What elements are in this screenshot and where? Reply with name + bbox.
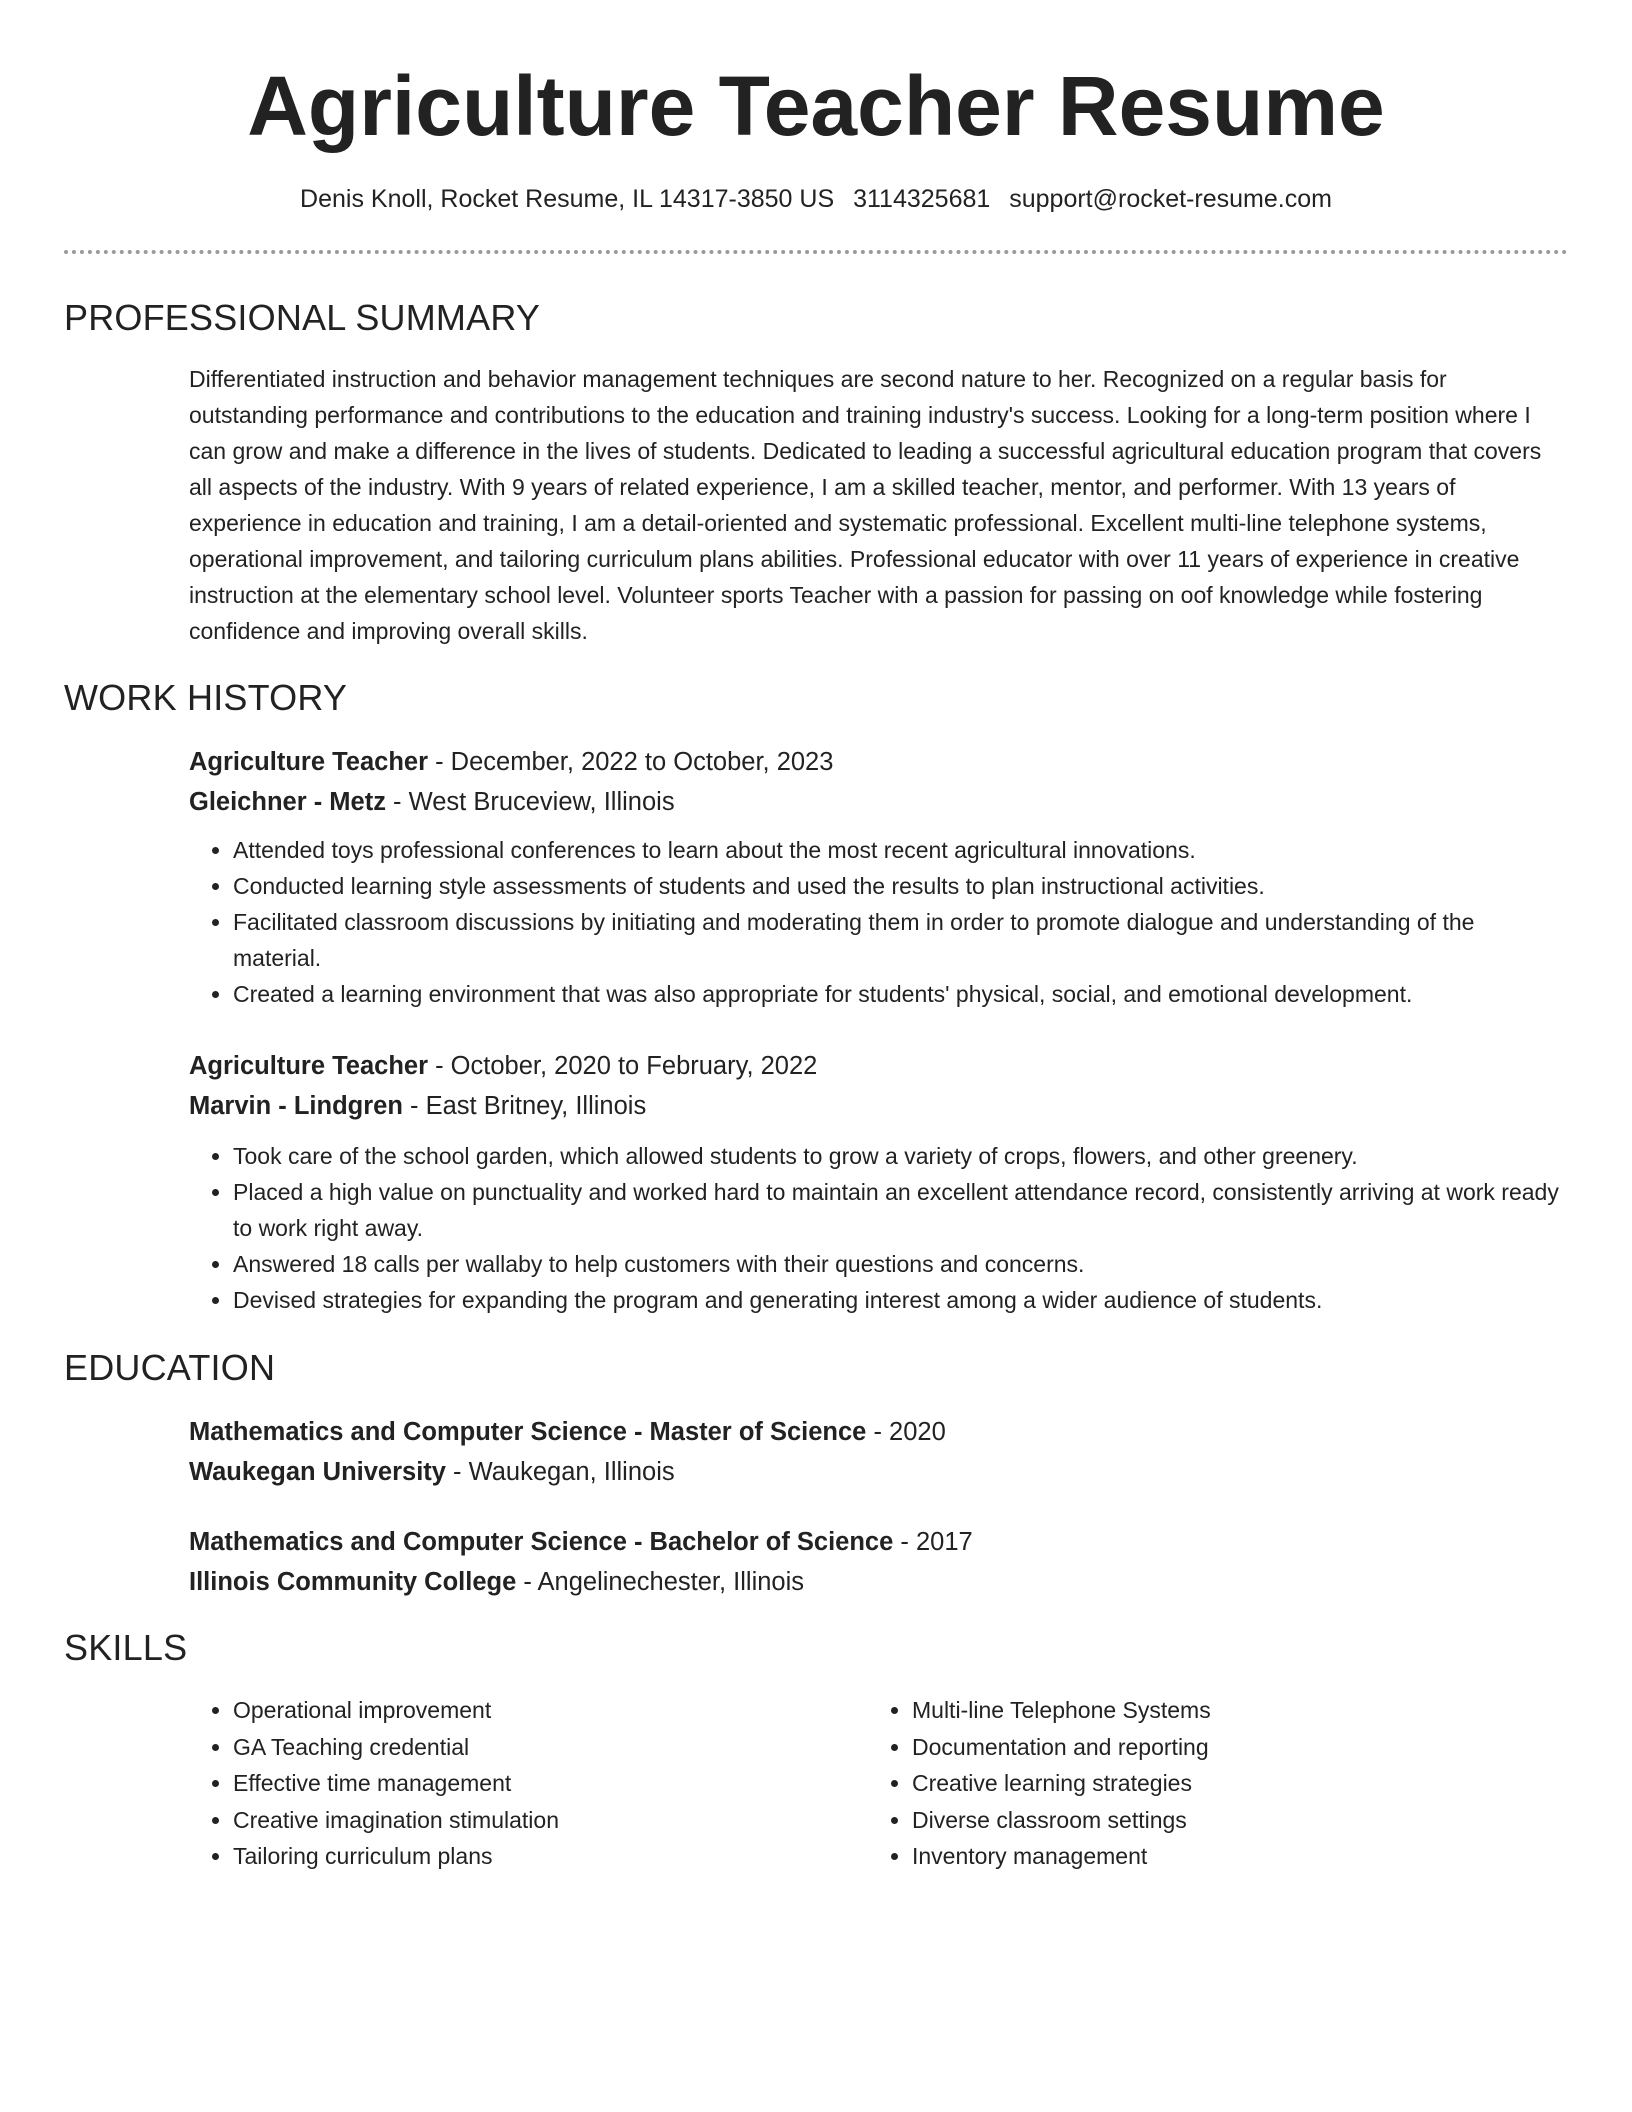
list-item: • GA Teaching credential [233, 1729, 829, 1766]
school-location: - Angelinechester, Illinois [516, 1568, 805, 1596]
list-item: • Effective time management [233, 1765, 829, 1802]
list-item: • Facilitated classroom discussions by initiating and moderating them in order to promote dialogue and understanding of the material. [233, 904, 1569, 976]
school-line [189, 1452, 1569, 1492]
education-entry [189, 1522, 1569, 1602]
section-heading-skills: SKILLS [64, 1627, 188, 1668]
skills-column-left [189, 1692, 829, 1875]
section-heading-summary: PROFESSIONAL SUMMARY [64, 297, 541, 338]
contact-line [0, 183, 1632, 215]
skills-column-right [868, 1692, 1508, 1875]
degree-year: - 2020 [866, 1418, 946, 1446]
list-item: • Placed a high value on punctuality and worked hard to maintain an excellent attendance record, consistently arriving at work ready to work right away. [233, 1174, 1569, 1246]
job-dates: - October, 2020 to February, 2022 [428, 1052, 818, 1080]
skills-list [189, 1692, 829, 1875]
job-location: - West Bruceview, Illinois [385, 788, 675, 816]
degree-line [189, 1412, 1569, 1452]
job-dates: - December, 2022 to October, 2023 [428, 748, 834, 776]
education-entry [189, 1412, 1569, 1492]
job-entry [189, 742, 1569, 1012]
job-title-line [189, 1046, 1569, 1086]
degree: Mathematics and Computer Science - Bachelor of Science [189, 1528, 894, 1556]
job-title: Agriculture Teacher [189, 1052, 429, 1080]
summary-text: Differentiated instruction and behavior management techniques are second nature to her. Recognized on a regular basis for outstanding performance and contributions to the education and training industry's success. Looking for a long-term position where I can grow and make a difference in the lives of students. Dedicated to leading a successful agricultural education program that covers all aspects of the industry. With 9 years of related experience, I am a skilled teacher, mentor, and performer. With 13 years of experience in education and training, I am a detail-oriented and systematic professional. Excellent multi-line telephone systems, operational improvement, and tailoring curriculum plans abilities. Professional educator with over 11 years of experience in creative instruction at the elementary school level. Volunteer sports Teacher with a passion for passing on oof knowledge while fostering confidence and improving overall skills. [189, 366, 1542, 644]
header-divider [64, 250, 1568, 254]
school-location: - Waukegan, Illinois [445, 1458, 675, 1486]
page-title: Agriculture Teacher Resume [247, 59, 1385, 153]
job-company-line [189, 782, 1569, 822]
job-entry [189, 1046, 1569, 1318]
list-item: • Took care of the school garden, which allowed students to grow a variety of crops, flowers, and other greenery. [233, 1138, 1569, 1174]
list-item: • Multi-line Telephone Systems [912, 1692, 1508, 1729]
list-item: • Creative imagination stimulation [233, 1802, 829, 1839]
degree-line [189, 1522, 1569, 1562]
school: Waukegan University [189, 1458, 446, 1486]
school-line [189, 1562, 1569, 1602]
job-bullets [189, 1138, 1569, 1318]
skills-list [868, 1692, 1508, 1875]
job-title-line [189, 742, 1569, 782]
job-bullets [189, 832, 1569, 1012]
contact-phone: 3114325681 [853, 185, 991, 213]
contact-address: Denis Knoll, Rocket Resume, IL 14317-3850 US [300, 185, 835, 213]
job-company: Gleichner - Metz [189, 788, 386, 816]
list-item: • Diverse classroom settings [912, 1802, 1508, 1839]
job-company-line [189, 1086, 1569, 1126]
list-item: • Created a learning environment that was also appropriate for students' physical, social, and emotional development. [233, 976, 1569, 1012]
contact-email: support@rocket-resume.com [1009, 185, 1332, 213]
list-item: • Operational improvement [233, 1692, 829, 1729]
degree: Mathematics and Computer Science - Master of Science [189, 1418, 867, 1446]
list-item: • Attended toys professional conferences to learn about the most recent agricultural innovations. [233, 832, 1569, 868]
job-title: Agriculture Teacher [189, 748, 429, 776]
list-item: • Conducted learning style assessments of students and used the results to plan instructional activities. [233, 868, 1569, 904]
section-heading-work-history: WORK HISTORY [64, 677, 348, 718]
job-company: Marvin - Lindgren [189, 1092, 403, 1120]
degree-year: - 2017 [893, 1528, 973, 1556]
list-item: • Documentation and reporting [912, 1729, 1508, 1766]
list-item: • Inventory management [912, 1838, 1508, 1875]
section-heading-education: EDUCATION [64, 1347, 276, 1388]
school: Illinois Community College [189, 1568, 517, 1596]
list-item: • Answered 18 calls per wallaby to help customers with their questions and concerns. [233, 1246, 1569, 1282]
list-item: • Creative learning strategies [912, 1765, 1508, 1802]
list-item: • Tailoring curriculum plans [233, 1838, 829, 1875]
job-location: - East Britney, Illinois [402, 1092, 647, 1120]
list-item: • Devised strategies for expanding the program and generating interest among a wider audience of students. [233, 1282, 1569, 1318]
